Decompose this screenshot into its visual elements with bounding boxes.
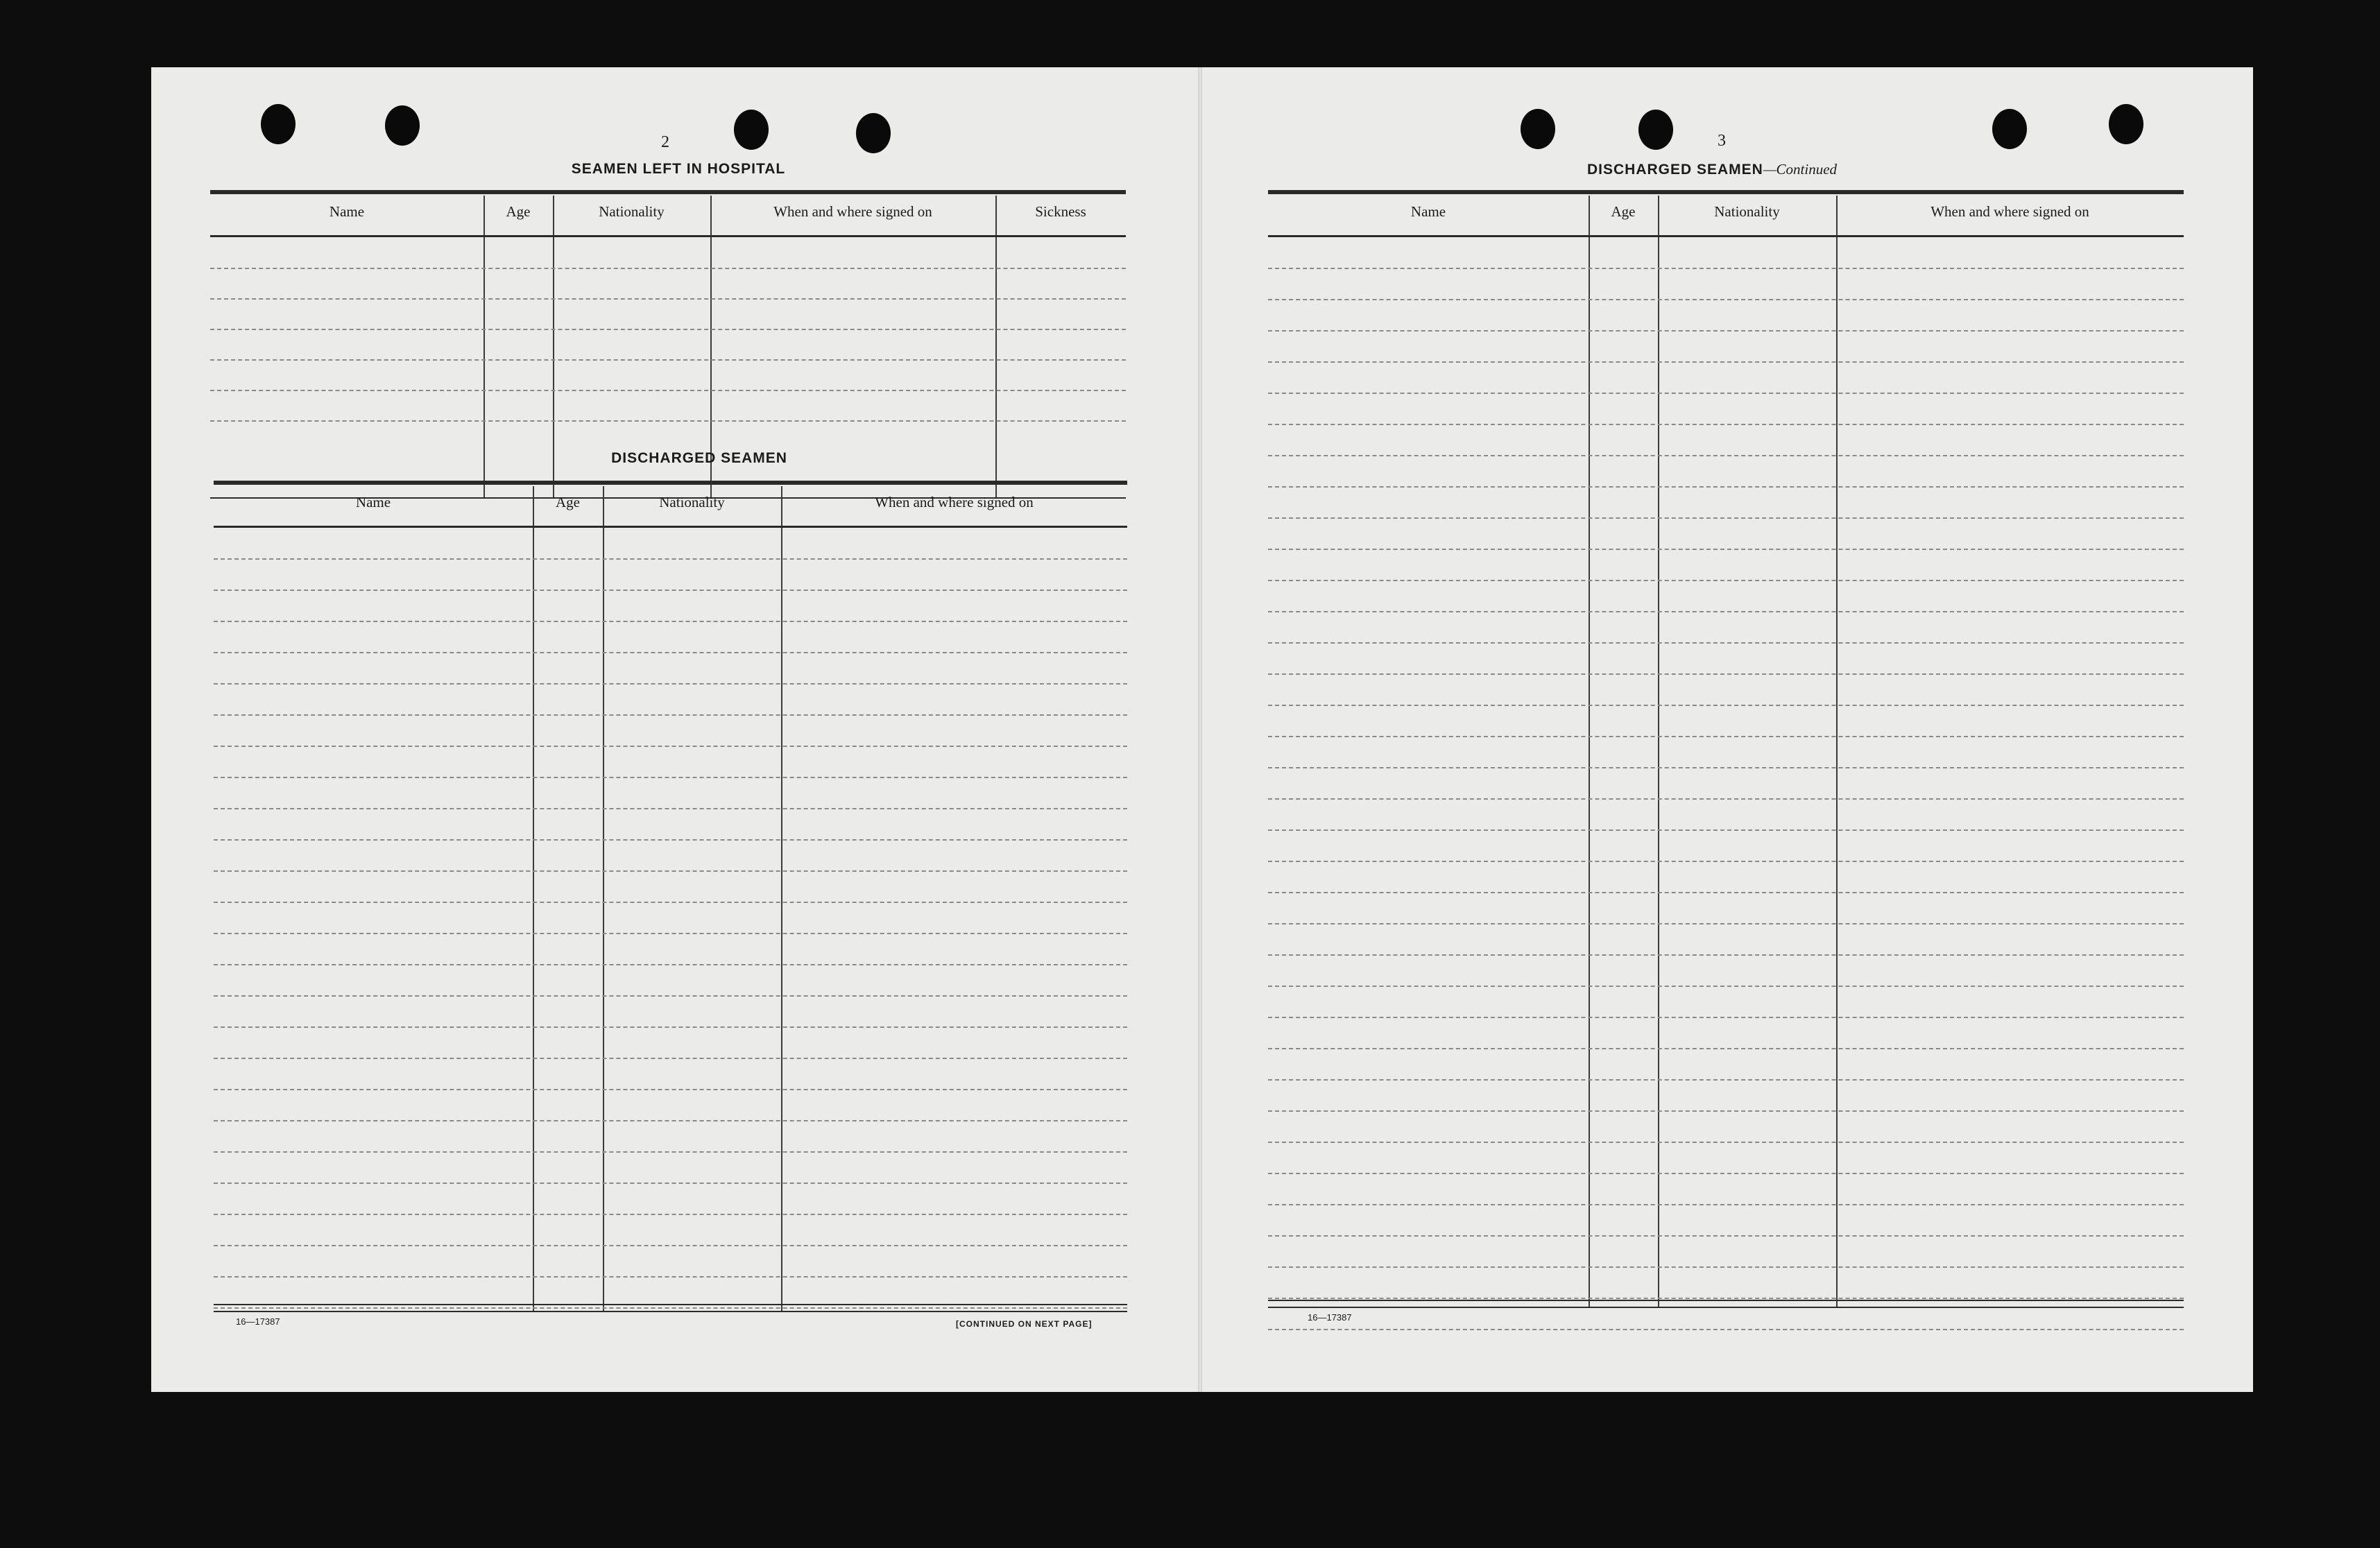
table-row bbox=[214, 1026, 1127, 1028]
table-row bbox=[214, 1120, 1127, 1121]
table-row bbox=[214, 1214, 1127, 1215]
punch-hole bbox=[856, 113, 891, 153]
table-top-rule bbox=[210, 190, 1126, 194]
discharged-continued-title bbox=[1532, 161, 1892, 178]
table-row bbox=[1268, 1017, 2184, 1018]
table-row bbox=[1268, 299, 2184, 300]
column-header-nationality: Nationality bbox=[599, 203, 665, 220]
table-row bbox=[1268, 705, 2184, 706]
table-row bbox=[214, 870, 1127, 872]
table-row bbox=[214, 652, 1127, 653]
page-number: 2 bbox=[661, 133, 669, 151]
table-row bbox=[1268, 424, 2184, 425]
column-header-age: Age bbox=[506, 203, 531, 220]
table-row bbox=[214, 558, 1127, 560]
table-top-rule bbox=[1268, 190, 2184, 194]
punch-hole bbox=[2109, 104, 2143, 144]
table-row bbox=[1268, 954, 2184, 956]
table-row bbox=[214, 777, 1127, 778]
section-title-suffix: —Continued bbox=[1763, 161, 1838, 178]
table-row bbox=[214, 590, 1127, 591]
table-row bbox=[1268, 486, 2184, 488]
table-row bbox=[214, 839, 1127, 841]
table-row bbox=[210, 268, 1126, 269]
discharged-section-title: DISCHARGED SEAMEN bbox=[611, 450, 787, 466]
table-row bbox=[1268, 736, 2184, 737]
right-page bbox=[1202, 67, 2253, 1392]
table-row bbox=[1268, 1110, 2184, 1112]
table-row bbox=[1268, 798, 2184, 800]
table-row bbox=[214, 1245, 1127, 1246]
table-row bbox=[1268, 1142, 2184, 1143]
table-row bbox=[1268, 1329, 2184, 1330]
table-row bbox=[1268, 1048, 2184, 1049]
page-number: 3 bbox=[1718, 132, 1726, 150]
continued-note: [CONTINUED ON NEXT PAGE] bbox=[956, 1319, 1093, 1329]
table-row bbox=[1268, 986, 2184, 987]
table-row bbox=[1268, 892, 2184, 893]
table-row bbox=[1268, 861, 2184, 862]
left-page bbox=[151, 67, 1199, 1392]
form-number: 16—17387 bbox=[236, 1316, 280, 1327]
table-row bbox=[214, 683, 1127, 685]
table-row bbox=[214, 1307, 1127, 1309]
table-row bbox=[1268, 580, 2184, 581]
table-row bbox=[214, 995, 1127, 997]
column-header-sickness: Sickness bbox=[1035, 203, 1086, 220]
table-row bbox=[214, 1151, 1127, 1153]
section-title-text: DISCHARGED SEAMEN bbox=[1586, 162, 1763, 178]
table-row bbox=[214, 902, 1127, 903]
table-row bbox=[210, 420, 1126, 422]
table-row bbox=[1268, 330, 2184, 332]
column-header-name: Name bbox=[355, 494, 391, 510]
table-row bbox=[210, 359, 1126, 361]
table-row bbox=[210, 329, 1126, 330]
table-row bbox=[214, 1182, 1127, 1184]
table-row bbox=[1268, 1204, 2184, 1205]
punch-hole bbox=[1521, 109, 1555, 149]
punch-hole bbox=[1992, 109, 2027, 149]
punch-hole bbox=[734, 110, 769, 150]
discharged-table bbox=[214, 481, 1127, 1311]
column-header-name: Name bbox=[329, 203, 365, 220]
column-header-nationality: Nationality bbox=[659, 494, 725, 510]
table-top-rule bbox=[214, 481, 1127, 485]
table-row bbox=[214, 964, 1127, 965]
table-row bbox=[214, 1276, 1127, 1278]
table-row bbox=[1268, 455, 2184, 456]
column-header-age: Age bbox=[1611, 203, 1636, 220]
column-header-signed-on: When and where signed on bbox=[1930, 203, 2089, 220]
table-row bbox=[1268, 829, 2184, 831]
table-row bbox=[1268, 923, 2184, 925]
table-row bbox=[214, 714, 1127, 716]
table-row bbox=[214, 808, 1127, 809]
table-row bbox=[214, 621, 1127, 622]
table-row bbox=[214, 746, 1127, 747]
ledger-sheet bbox=[151, 67, 2253, 1392]
column-header-signed-on: When and where signed on bbox=[773, 203, 932, 220]
table-row bbox=[1268, 767, 2184, 768]
table-row bbox=[1268, 517, 2184, 519]
hospital-section-title: SEAMEN LEFT IN HOSPITAL bbox=[571, 161, 786, 177]
table-row bbox=[1268, 268, 2184, 269]
column-header-name: Name bbox=[1410, 203, 1446, 220]
table-row bbox=[1268, 611, 2184, 612]
punch-hole bbox=[385, 105, 420, 146]
table-row bbox=[1268, 673, 2184, 675]
table-row bbox=[1268, 1173, 2184, 1174]
punch-hole bbox=[261, 104, 296, 144]
table-row bbox=[214, 933, 1127, 934]
table-row bbox=[1268, 1298, 2184, 1299]
table-row bbox=[210, 298, 1126, 300]
table-row bbox=[1268, 549, 2184, 550]
table-row bbox=[1268, 642, 2184, 644]
table-row bbox=[210, 390, 1126, 391]
discharged-continued-table bbox=[1268, 190, 2184, 1307]
punch-hole bbox=[1638, 110, 1673, 150]
column-header-age: Age bbox=[556, 494, 580, 510]
table-row bbox=[1268, 1235, 2184, 1237]
table-row bbox=[1268, 393, 2184, 394]
column-header-nationality: Nationality bbox=[1714, 203, 1780, 220]
table-row bbox=[1268, 361, 2184, 363]
table-row bbox=[214, 1058, 1127, 1059]
form-number: 16—17387 bbox=[1308, 1312, 1352, 1323]
table-row bbox=[1268, 1266, 2184, 1268]
table-row bbox=[1268, 1079, 2184, 1081]
column-header-signed-on: When and where signed on bbox=[875, 494, 1034, 510]
table-row bbox=[214, 1089, 1127, 1090]
